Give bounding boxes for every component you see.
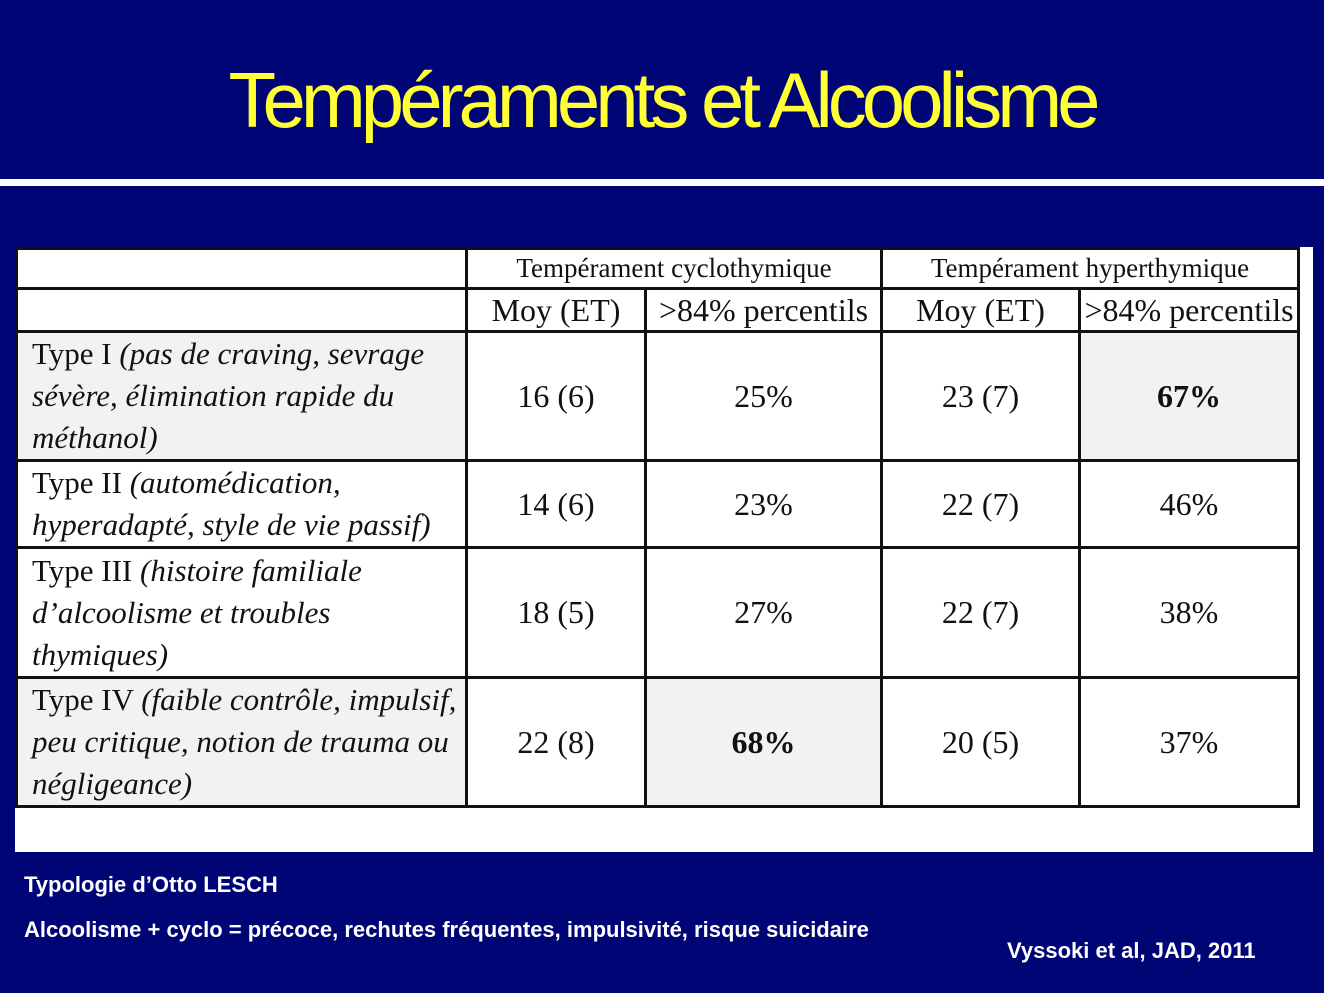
row-description: (pas de craving, sevrage sévère, élimination rapide du méthanol): [32, 336, 425, 455]
summary-caption: Alcoolisme + cyclo = précoce, rechutes fréquentes, impulsivité, risque suicidaire: [24, 917, 869, 942]
table-row-type-3: [17, 548, 1299, 678]
cell-hyper-percent: 38%: [1080, 548, 1299, 678]
row-description: (histoire familiale d’alcoolisme et troubles thymiques): [32, 552, 362, 672]
cell-cyclo-mean: 22 (8): [467, 678, 646, 807]
table-row-type-1: [17, 332, 1299, 461]
table-row-type-4: [17, 678, 1299, 807]
table-row-type-2: [17, 461, 1299, 548]
temperament-table: [15, 247, 1300, 808]
subheader-hyper-mean: Moy (ET): [882, 289, 1080, 332]
row-description: (automédication, hyperadapté, style de vie passif): [32, 465, 431, 542]
sub-header-row: [17, 289, 1299, 332]
row-description: (faible contrôle, impulsif, peu critique, notion de trauma ou négligeance): [32, 682, 457, 801]
empty-header-cell: [17, 249, 467, 289]
row-type: Type II: [32, 465, 122, 500]
cell-cyclo-percent-highlight: 68%: [646, 678, 882, 807]
cell-cyclo-mean: 14 (6): [467, 461, 646, 548]
row-label: [17, 332, 467, 461]
subheader-cyclo-mean: Moy (ET): [467, 289, 646, 332]
cell-cyclo-mean: 16 (6): [467, 332, 646, 461]
row-label: [17, 548, 467, 678]
cell-hyper-percent: 46%: [1080, 461, 1299, 548]
cell-hyper-percent: 37%: [1080, 678, 1299, 807]
subheader-hyper-percent: >84% percentils: [1080, 289, 1299, 332]
title-divider: [0, 179, 1324, 186]
cell-hyper-mean: 23 (7): [882, 332, 1080, 461]
subheader-cyclo-percent: >84% percentils: [646, 289, 882, 332]
cell-cyclo-mean: 18 (5): [467, 548, 646, 678]
cell-cyclo-percent: 27%: [646, 548, 882, 678]
cell-cyclo-percent: 23%: [646, 461, 882, 548]
row-type: Type IV: [32, 682, 134, 717]
empty-subheader-cell: [17, 289, 467, 332]
cell-hyper-mean: 20 (5): [882, 678, 1080, 807]
cell-hyper-mean: 22 (7): [882, 461, 1080, 548]
typology-caption: Typologie d’Otto LESCH: [24, 872, 278, 897]
group-header-hyperthymique: Tempérament hyperthymique: [882, 249, 1299, 289]
row-type: Type I: [32, 336, 112, 371]
cell-hyper-mean: 22 (7): [882, 548, 1080, 678]
row-label: [17, 678, 467, 807]
group-header-cyclothymique: Tempérament cyclothymique: [467, 249, 882, 289]
row-label: [17, 461, 467, 548]
slide-title: Tempéraments et Alcoolisme: [228, 56, 1096, 144]
row-type: Type III: [32, 552, 133, 588]
cell-cyclo-percent: 25%: [646, 332, 882, 461]
group-header-row: [17, 249, 1299, 289]
table-panel: [15, 247, 1313, 852]
cell-hyper-percent-highlight: 67%: [1080, 332, 1299, 461]
citation-caption: Vyssoki et al, JAD, 2011: [1007, 938, 1256, 963]
